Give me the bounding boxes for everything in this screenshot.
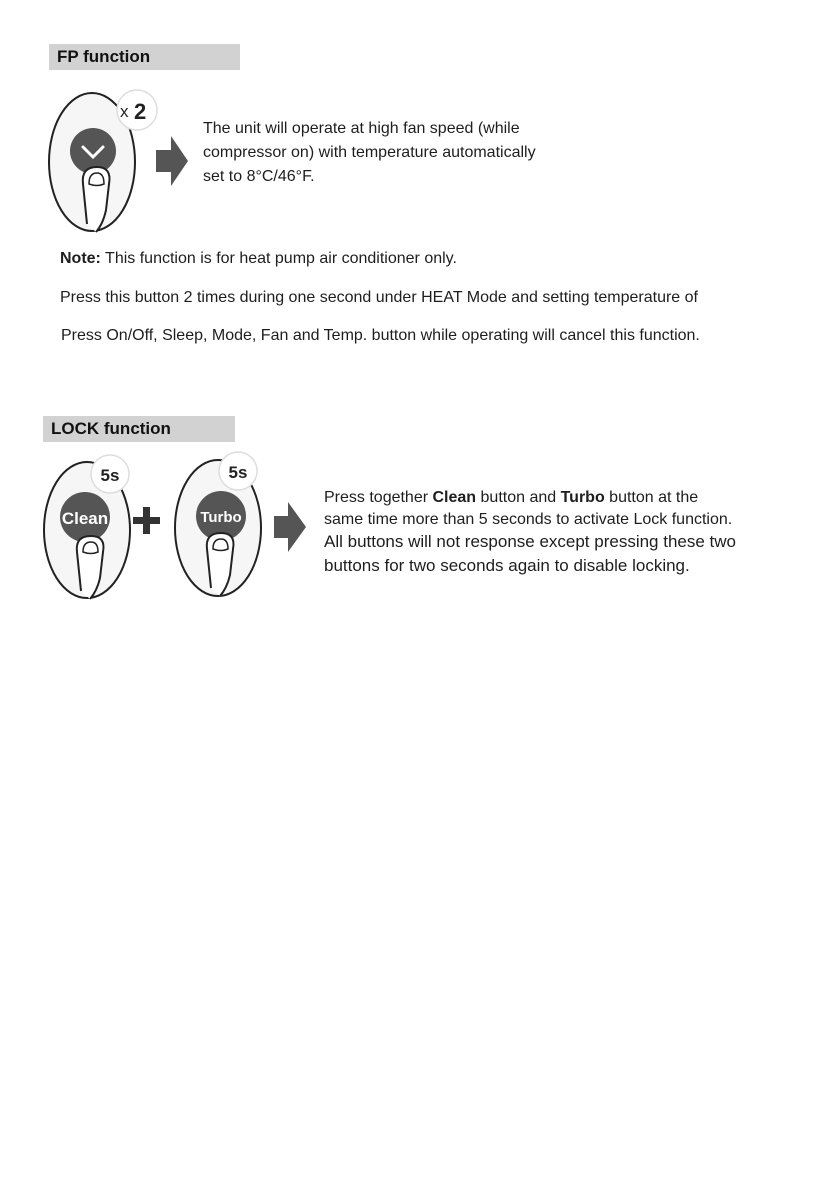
text-fragment: Press together — [324, 489, 433, 506]
lock-description-line: same time more than 5 seconds to activate Lock function. — [324, 511, 733, 528]
arrow-right-icon — [274, 502, 306, 552]
badge-count: 2 — [134, 99, 147, 124]
hold-time-label: 5s — [228, 463, 248, 482]
fp-description-line: set to 8°C/46°F. — [203, 168, 315, 185]
text-fragment: button and — [476, 489, 561, 506]
turbo-keyword: Turbo — [560, 489, 605, 506]
text-fragment: button at the — [604, 489, 699, 506]
hold-time-label: 5s — [100, 466, 120, 485]
fp-description-line: compressor on) with temperature automatically — [203, 144, 536, 161]
lock-description-line — [324, 487, 794, 509]
arrow-right-icon — [156, 136, 188, 186]
lock-description-line: buttons for two seconds again to disable locking. — [324, 556, 690, 575]
turbo-button-label: Turbo — [200, 509, 242, 526]
note-text: This function is for heat pump air conditioner only. — [105, 250, 457, 267]
clean-keyword: Clean — [432, 489, 477, 506]
note-label: Note: — [60, 250, 101, 267]
fp-function-heading: FP function — [49, 44, 240, 70]
clean-button-label: Clean — [61, 509, 109, 528]
fp-description — [203, 117, 583, 189]
fp-button-illustration — [40, 88, 200, 238]
lock-description — [324, 487, 794, 578]
lock-buttons-illustration — [40, 450, 315, 605]
lock-function-heading: LOCK function — [43, 416, 235, 442]
lock-description-line: All buttons will not response except pressing these two — [324, 532, 737, 551]
fp-cancel-line: Press On/Off, Sleep, Mode, Fan and Temp. button while operating will cancel this function. — [61, 327, 700, 344]
fp-description-line: The unit will operate at high fan speed (while — [203, 120, 520, 137]
badge-times-symbol: x — [120, 102, 129, 121]
plus-icon — [133, 507, 160, 534]
fp-instruction-line: Press this button 2 times during one second under HEAT Mode and setting temperature of — [60, 289, 698, 306]
fp-note — [60, 250, 457, 268]
